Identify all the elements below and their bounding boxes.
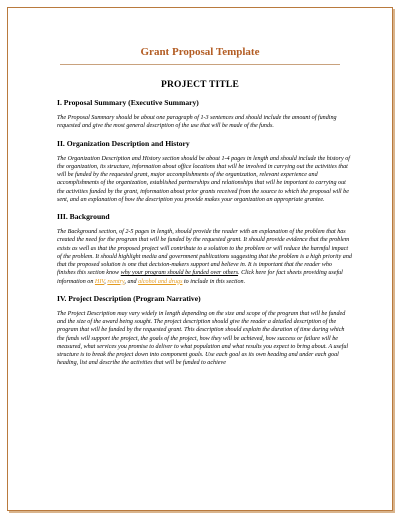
section-heading-project-description: IV. Project Description (Program Narrative) [57, 293, 201, 303]
background-text-1: The Background section, of 2-5 pages in length, should provide the reader with an explanation of the problem that has created the need for the program that will be funded by the requested grant. It should provide evidence that the problem exists as well as that the proposed project will contribute to a solution to the problem or will reduce the harmful impact of the problem. It should highlight media and government publications suggesting that the problem is a high priority and that the proposed solution is one that decision-makers support and believe in. It is important that the reader who finishes this section know [57, 229, 352, 277]
section-heading-background: III. Background [57, 212, 110, 221]
background-sep-2: , and [124, 278, 139, 285]
document-body [57, 98, 352, 368]
link-hiv[interactable]: HIV [94, 278, 105, 285]
background-text-3: to include in this section. [182, 278, 246, 285]
section-body-summary: The Proposal Summary should be about one paragraph of 1-3 sentences and should include the amount of funding requested and give the most general description of the use that will be made of the funds. [57, 115, 337, 130]
background-sep-1: , [104, 278, 108, 285]
title-divider [60, 64, 340, 65]
document-title: Grant Proposal Template [140, 46, 260, 58]
section-body-organization: The Organization Description and History section should be about 1-4 pages in length and should include the history of the organization, its structure, information about office locations that will be involved in carrying out the activities that will be funded by the requested grant, major accomplishments of the organization, relevant experience and accomplishments of the organization, established partnerships and relationships that will be important to carrying out the activities funded by the grant, information about prior grants received from the source to which the proposal will be sent, and an explanation of how the description you provide makes your organization an appropriate grantee. [57, 155, 350, 203]
link-alcohol-drugs[interactable]: alcohol and drugs [138, 278, 183, 285]
background-text-2: . Click here for fact sheets providing useful information on [57, 270, 343, 285]
project-title: PROJECT TITLE [160, 80, 239, 90]
section-heading-summary: I. Proposal Summary (Executive Summary) [57, 98, 199, 107]
section-body-background [57, 228, 352, 286]
section-heading-organization: II. Organization Description and History [57, 138, 190, 148]
section-body-project-description: The Project Description may vary widely in length depending on the size and scope of the program that will be funded and the size of the award being sought. The project description should give the reader a detailed description of the program that will be funded by the requested grant. This description should explain the duration of time during which the funds will support the project, the goals of the project, how they will be achieved, how success or failure will be measured, what services you promise to deliver to what population and what results you expect to bring about. A useful structure is to break the project down into component goals. Use each goal as its own heading and under each goal heading, list and describe the activities that will be funded to achieve [57, 310, 349, 367]
link-reentry[interactable]: reentry [107, 278, 125, 285]
link-why-funded[interactable]: why your program should be funded over others [120, 270, 239, 277]
